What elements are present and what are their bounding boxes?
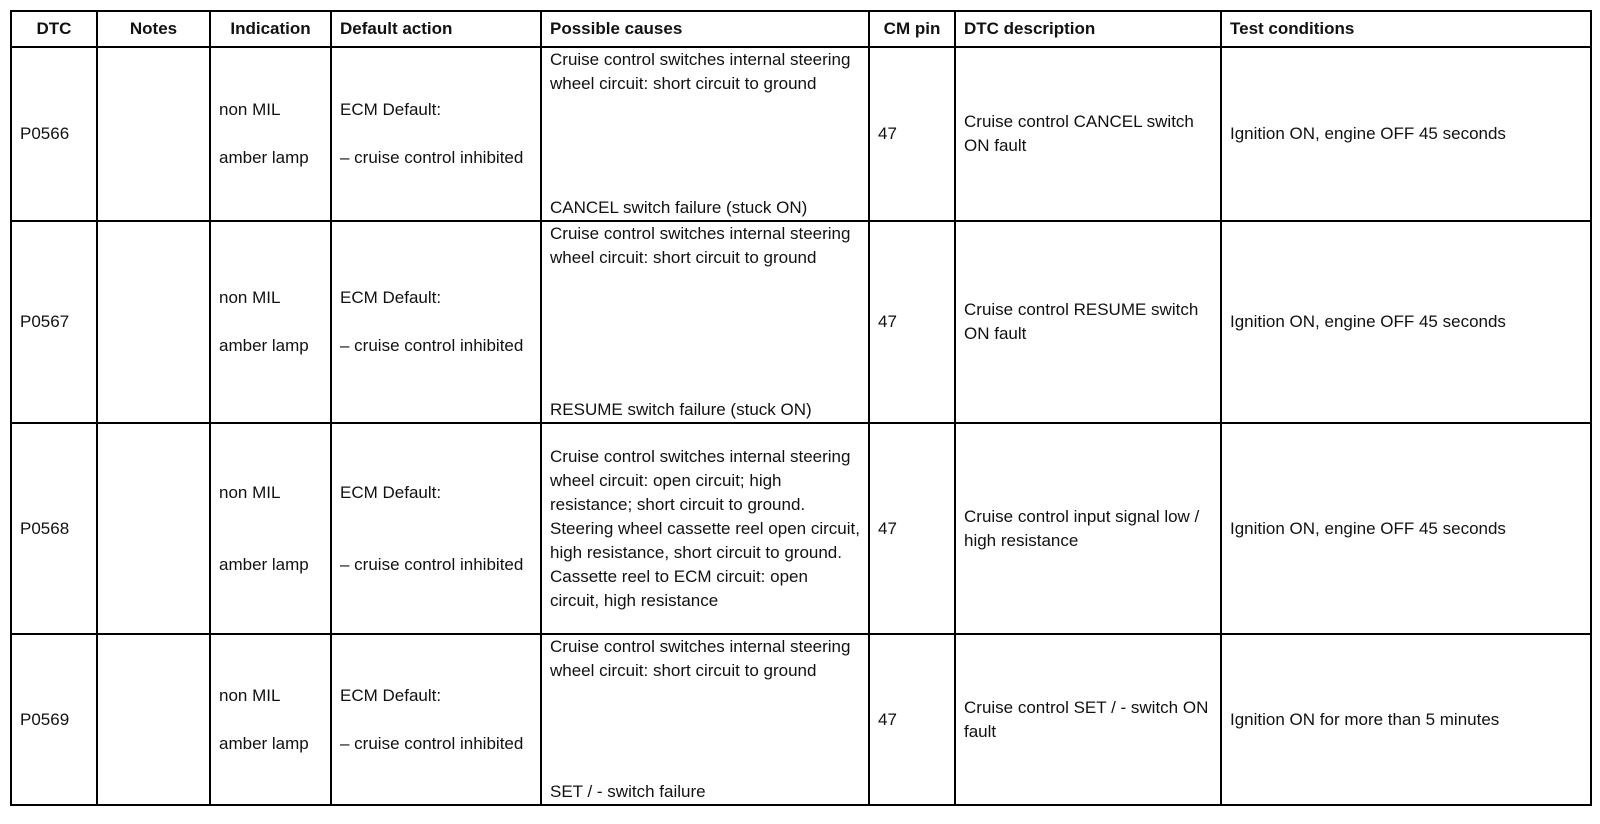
default-action-cell — [331, 47, 541, 221]
cause-text: CANCEL switch failure (stuck ON) — [550, 198, 808, 217]
header-default-action: Default action — [331, 11, 541, 47]
default-action-cell — [331, 423, 541, 634]
header-test-conditions: Test conditions — [1221, 11, 1591, 47]
dtc-description-cell: Cruise control RESUME switch ON fault — [955, 221, 1221, 423]
table-row — [11, 221, 1591, 423]
test-conditions-cell: Ignition ON for more than 5 minutes — [1221, 634, 1591, 805]
cause-text: Cruise control switches internal steering wheel circuit: short circuit to ground — [550, 224, 851, 267]
default-action-line: ECM Default: — [340, 482, 442, 502]
table-row — [11, 423, 1591, 634]
notes-cell — [97, 47, 210, 221]
default-action-line: – cruise control inhibited — [340, 148, 524, 167]
table-row — [11, 634, 1591, 805]
header-indication: Indication — [210, 11, 331, 47]
default-action-line: ECM Default: — [340, 288, 442, 307]
test-conditions-cell: Ignition ON, engine OFF 45 seconds — [1221, 423, 1591, 634]
indication-cell — [210, 423, 331, 634]
default-action-line: – cruise control inhibited — [340, 336, 524, 355]
header-cm-pin: CM pin — [869, 11, 955, 47]
indication-line: amber lamp — [219, 554, 309, 574]
indication-line: amber lamp — [219, 336, 309, 355]
indication-cell — [210, 634, 331, 805]
notes-cell — [97, 423, 210, 634]
cm-pin-cell: 47 — [869, 221, 955, 423]
dtc-code-cell: P0568 — [11, 423, 97, 634]
indication-line: amber lamp — [219, 148, 309, 167]
dtc-code-cell: P0569 — [11, 634, 97, 805]
table-row — [11, 47, 1591, 221]
default-action-line: – cruise control inhibited — [340, 554, 524, 574]
cause-text: SET / - switch failure — [550, 782, 706, 801]
default-action-cell — [331, 221, 541, 423]
dtc-table — [10, 10, 1592, 806]
cause-text: Cruise control switches internal steering wheel circuit: short circuit to ground — [550, 50, 851, 93]
dtc-code-cell: P0567 — [11, 221, 97, 423]
header-notes: Notes — [97, 11, 210, 47]
cause-text: Cassette reel to ECM circuit: open circuit, high resistance — [550, 566, 808, 610]
notes-cell — [97, 634, 210, 805]
header-row — [11, 11, 1591, 47]
default-action-cell — [331, 634, 541, 805]
header-possible-causes: Possible causes — [541, 11, 869, 47]
cause-text: RESUME switch failure (stuck ON) — [550, 400, 812, 419]
possible-causes-cell — [541, 221, 869, 423]
indication-line: amber lamp — [219, 733, 309, 753]
dtc-description-cell: Cruise control SET / - switch ON fault — [955, 634, 1221, 805]
indication-cell — [210, 221, 331, 423]
indication-line: non MIL — [219, 685, 281, 705]
default-action-line: ECM Default: — [340, 685, 442, 705]
indication-line: non MIL — [219, 482, 281, 502]
cm-pin-cell: 47 — [869, 634, 955, 805]
test-conditions-cell: Ignition ON, engine OFF 45 seconds — [1221, 47, 1591, 221]
indication-cell — [210, 47, 331, 221]
default-action-line: ECM Default: — [340, 100, 442, 119]
cause-text: Cruise control switches internal steering wheel circuit: short circuit to ground — [550, 637, 851, 680]
header-dtc-description: DTC description — [955, 11, 1221, 47]
header-dtc: DTC — [11, 11, 97, 47]
cause-text: Cruise control switches internal steering wheel circuit: open circuit; high resistance; short circuit to ground. — [550, 446, 851, 514]
dtc-description-cell: Cruise control CANCEL switch ON fault — [955, 47, 1221, 221]
indication-line: non MIL — [219, 100, 281, 119]
cm-pin-cell: 47 — [869, 47, 955, 221]
possible-causes-cell — [541, 634, 869, 805]
dtc-description-cell: Cruise control input signal low / high resistance — [955, 423, 1221, 634]
default-action-line: – cruise control inhibited — [340, 733, 524, 753]
notes-cell — [97, 221, 210, 423]
indication-line: non MIL — [219, 288, 281, 307]
dtc-code-cell: P0566 — [11, 47, 97, 221]
possible-causes-cell — [541, 423, 869, 634]
cause-text: Steering wheel cassette reel open circuit, high resistance, short circuit to ground. — [550, 518, 860, 562]
dtc-table-container — [10, 10, 1590, 806]
test-conditions-cell: Ignition ON, engine OFF 45 seconds — [1221, 221, 1591, 423]
possible-causes-cell — [541, 47, 869, 221]
cm-pin-cell: 47 — [869, 423, 955, 634]
